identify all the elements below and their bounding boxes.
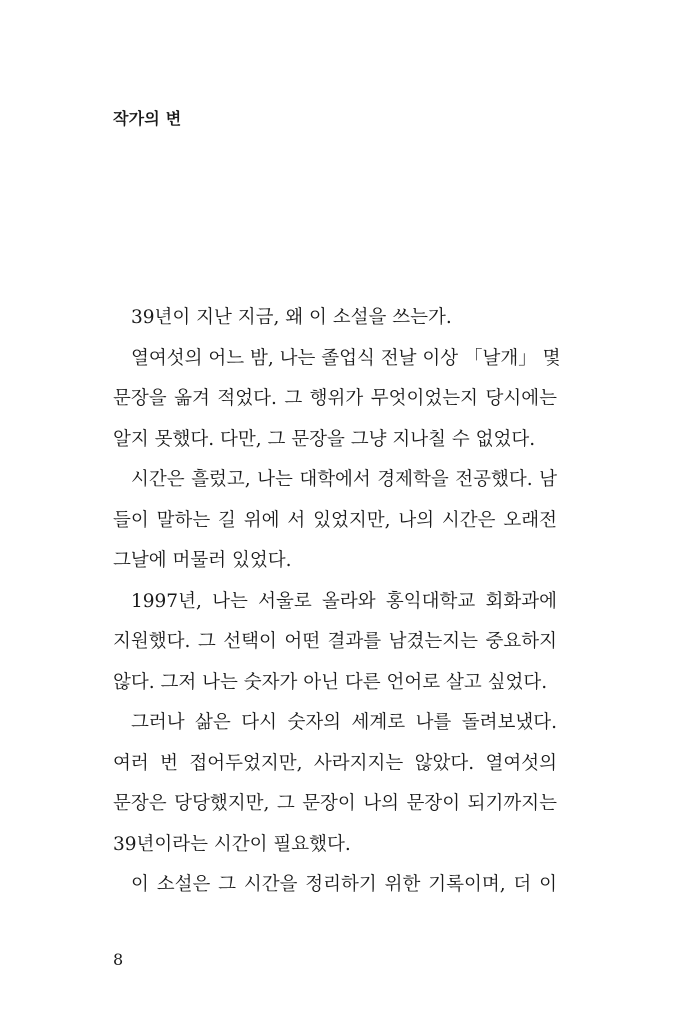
text-line: 여러 번 접어두었지만, 사라지지는 않았다. 열여섯의 bbox=[113, 752, 557, 774]
text-line: 그러나 삶은 다시 숫자의 세계로 나를 돌려보냈다. bbox=[131, 712, 557, 733]
text-line: 않다. 그저 나는 숫자가 아닌 다른 언어로 살고 싶었다. bbox=[113, 671, 548, 693]
text-line: 이 소설은 그 시간을 정리하기 위한 기록이며, 더 이 bbox=[131, 874, 557, 895]
text-line: 39년이라는 시간이 필요했다. bbox=[113, 833, 351, 855]
text-line: 그날에 머물러 있었다. bbox=[113, 550, 292, 571]
text-line: 들이 말하는 길 위에 서 있었지만, 나의 시간은 오래전 bbox=[113, 509, 557, 531]
section-title: 작가의 변 bbox=[113, 109, 182, 128]
text-line: 열여섯의 어느 밤, 나는 졸업식 전날 이상 「날개」 몇 bbox=[131, 347, 561, 369]
body-text bbox=[113, 298, 561, 906]
page-number: 8 bbox=[113, 950, 124, 969]
text-line: 시간은 흘렀고, 나는 대학에서 경제학을 전공했다. 남 bbox=[131, 469, 557, 490]
text-line: 지원했다. 그 선택이 어떤 결과를 남겼는지는 중요하지 bbox=[113, 631, 557, 652]
text-line: 39년이 지난 지금, 왜 이 소설을 쓰는가. bbox=[131, 307, 452, 328]
text-line: 알지 못했다. 다만, 그 문장을 그냥 지나칠 수 없었다. bbox=[113, 428, 536, 450]
text-line: 1997년, 나는 서울로 올라와 홍익대학교 회화과에 bbox=[131, 590, 557, 612]
text-line: 문장을 옮겨 적었다. 그 행위가 무엇이었는지 당시에는 bbox=[113, 388, 557, 409]
text-line: 문장은 당당했지만, 그 문장이 나의 문장이 되기까지는 bbox=[113, 793, 557, 814]
